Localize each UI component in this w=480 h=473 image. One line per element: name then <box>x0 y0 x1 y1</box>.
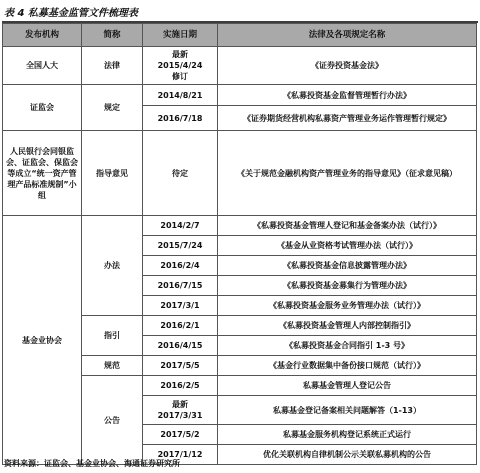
date-cell: 2016/2/4 <box>143 256 218 276</box>
org-cell: 全国人大 <box>3 47 82 85</box>
law-cell: 《证券期货经营机构私募资产管理业务运作管理暂行规定》 <box>218 106 477 131</box>
date-cell: 2016/4/15 <box>143 336 218 356</box>
law-cell: 《私募投资基金监督管理暂行办法》 <box>218 85 477 106</box>
date-cell: 2017/1/12 <box>143 445 218 465</box>
law-cell: 《私募投资基金服务业务管理办法（试行）》 <box>218 296 477 316</box>
law-cell: 优化关联机构自律机制公示关联私募机构的公告 <box>218 445 477 465</box>
table-row <box>3 131 477 216</box>
short-cell: 办法 <box>82 216 143 316</box>
header-row <box>3 24 477 47</box>
header-short: 简称 <box>82 24 143 47</box>
short-cell: 指导意见 <box>82 131 143 216</box>
date-cell: 2015/7/24 <box>143 236 218 256</box>
header-org: 发布机构 <box>3 24 82 47</box>
table-row <box>3 47 477 85</box>
date-cell: 待定 <box>143 131 218 216</box>
table-caption: 表 4 私募基金监管文件梳理表 <box>4 8 138 19</box>
law-cell: 私募基金管理人登记公告 <box>218 376 477 396</box>
date-cell: 2016/2/5 <box>143 376 218 396</box>
law-cell: 私募基金服务机构登记系统正式运行 <box>218 425 477 445</box>
law-cell: 《基金行业数据集中备份接口规范（试行）》 <box>218 356 477 376</box>
header-law: 法律及各项规定名称 <box>218 24 477 47</box>
short-cell: 规定 <box>82 85 143 131</box>
date-cell: 2016/2/1 <box>143 316 218 336</box>
date-cell: 2017/5/5 <box>143 356 218 376</box>
short-cell: 规范 <box>82 356 143 376</box>
law-cell: 《私募投资基金信息披露管理办法》 <box>218 256 477 276</box>
law-cell: 《私募投资基金管理人登记和基金备案办法（试行）》 <box>218 216 477 236</box>
org-cell: 证监会 <box>3 85 82 131</box>
table-row <box>3 216 477 236</box>
date-cell: 2017/3/1 <box>143 296 218 316</box>
header-date: 实施日期 <box>143 24 218 47</box>
law-cell: 《基金从业资格考试管理办法（试行）》 <box>218 236 477 256</box>
law-cell: 《私募投资基金合同指引 1-3 号》 <box>218 336 477 356</box>
date-cell: 2016/7/18 <box>143 106 218 131</box>
law-cell: 《私募投资基金募集行为管理办法》 <box>218 276 477 296</box>
table-row <box>3 85 477 106</box>
short-cell: 法律 <box>82 47 143 85</box>
org-cell: 人民银行会同银监会、证监会、保监会等成立“统一资产管理产品标准规制”小组 <box>3 131 82 216</box>
law-cell: 《证券投资基金法》 <box>218 47 477 85</box>
date-cell: 2017/5/2 <box>143 425 218 445</box>
law-cell: 《私募投资基金管理人内部控制指引》 <box>218 316 477 336</box>
date-cell: 2016/7/15 <box>143 276 218 296</box>
regulation-table <box>2 23 477 465</box>
short-cell: 指引 <box>82 316 143 356</box>
date-cell: 最新 2015/4/24 修订 <box>143 47 218 85</box>
date-cell: 2014/8/21 <box>143 85 218 106</box>
date-cell: 2014/2/7 <box>143 216 218 236</box>
law-cell: 私募基金登记备案相关问题解答（1-13） <box>218 396 477 425</box>
law-cell: 《关于规范金融机构资产管理业务的指导意见》（征求意见稿） <box>218 131 477 216</box>
date-cell: 最新 2017/3/31 <box>143 396 218 425</box>
short-cell: 公告 <box>82 376 143 465</box>
source-note: 资料来源：证监会、基金业协会、海通证券研究所 <box>4 459 180 468</box>
org-cell: 基金业协会 <box>3 216 82 465</box>
